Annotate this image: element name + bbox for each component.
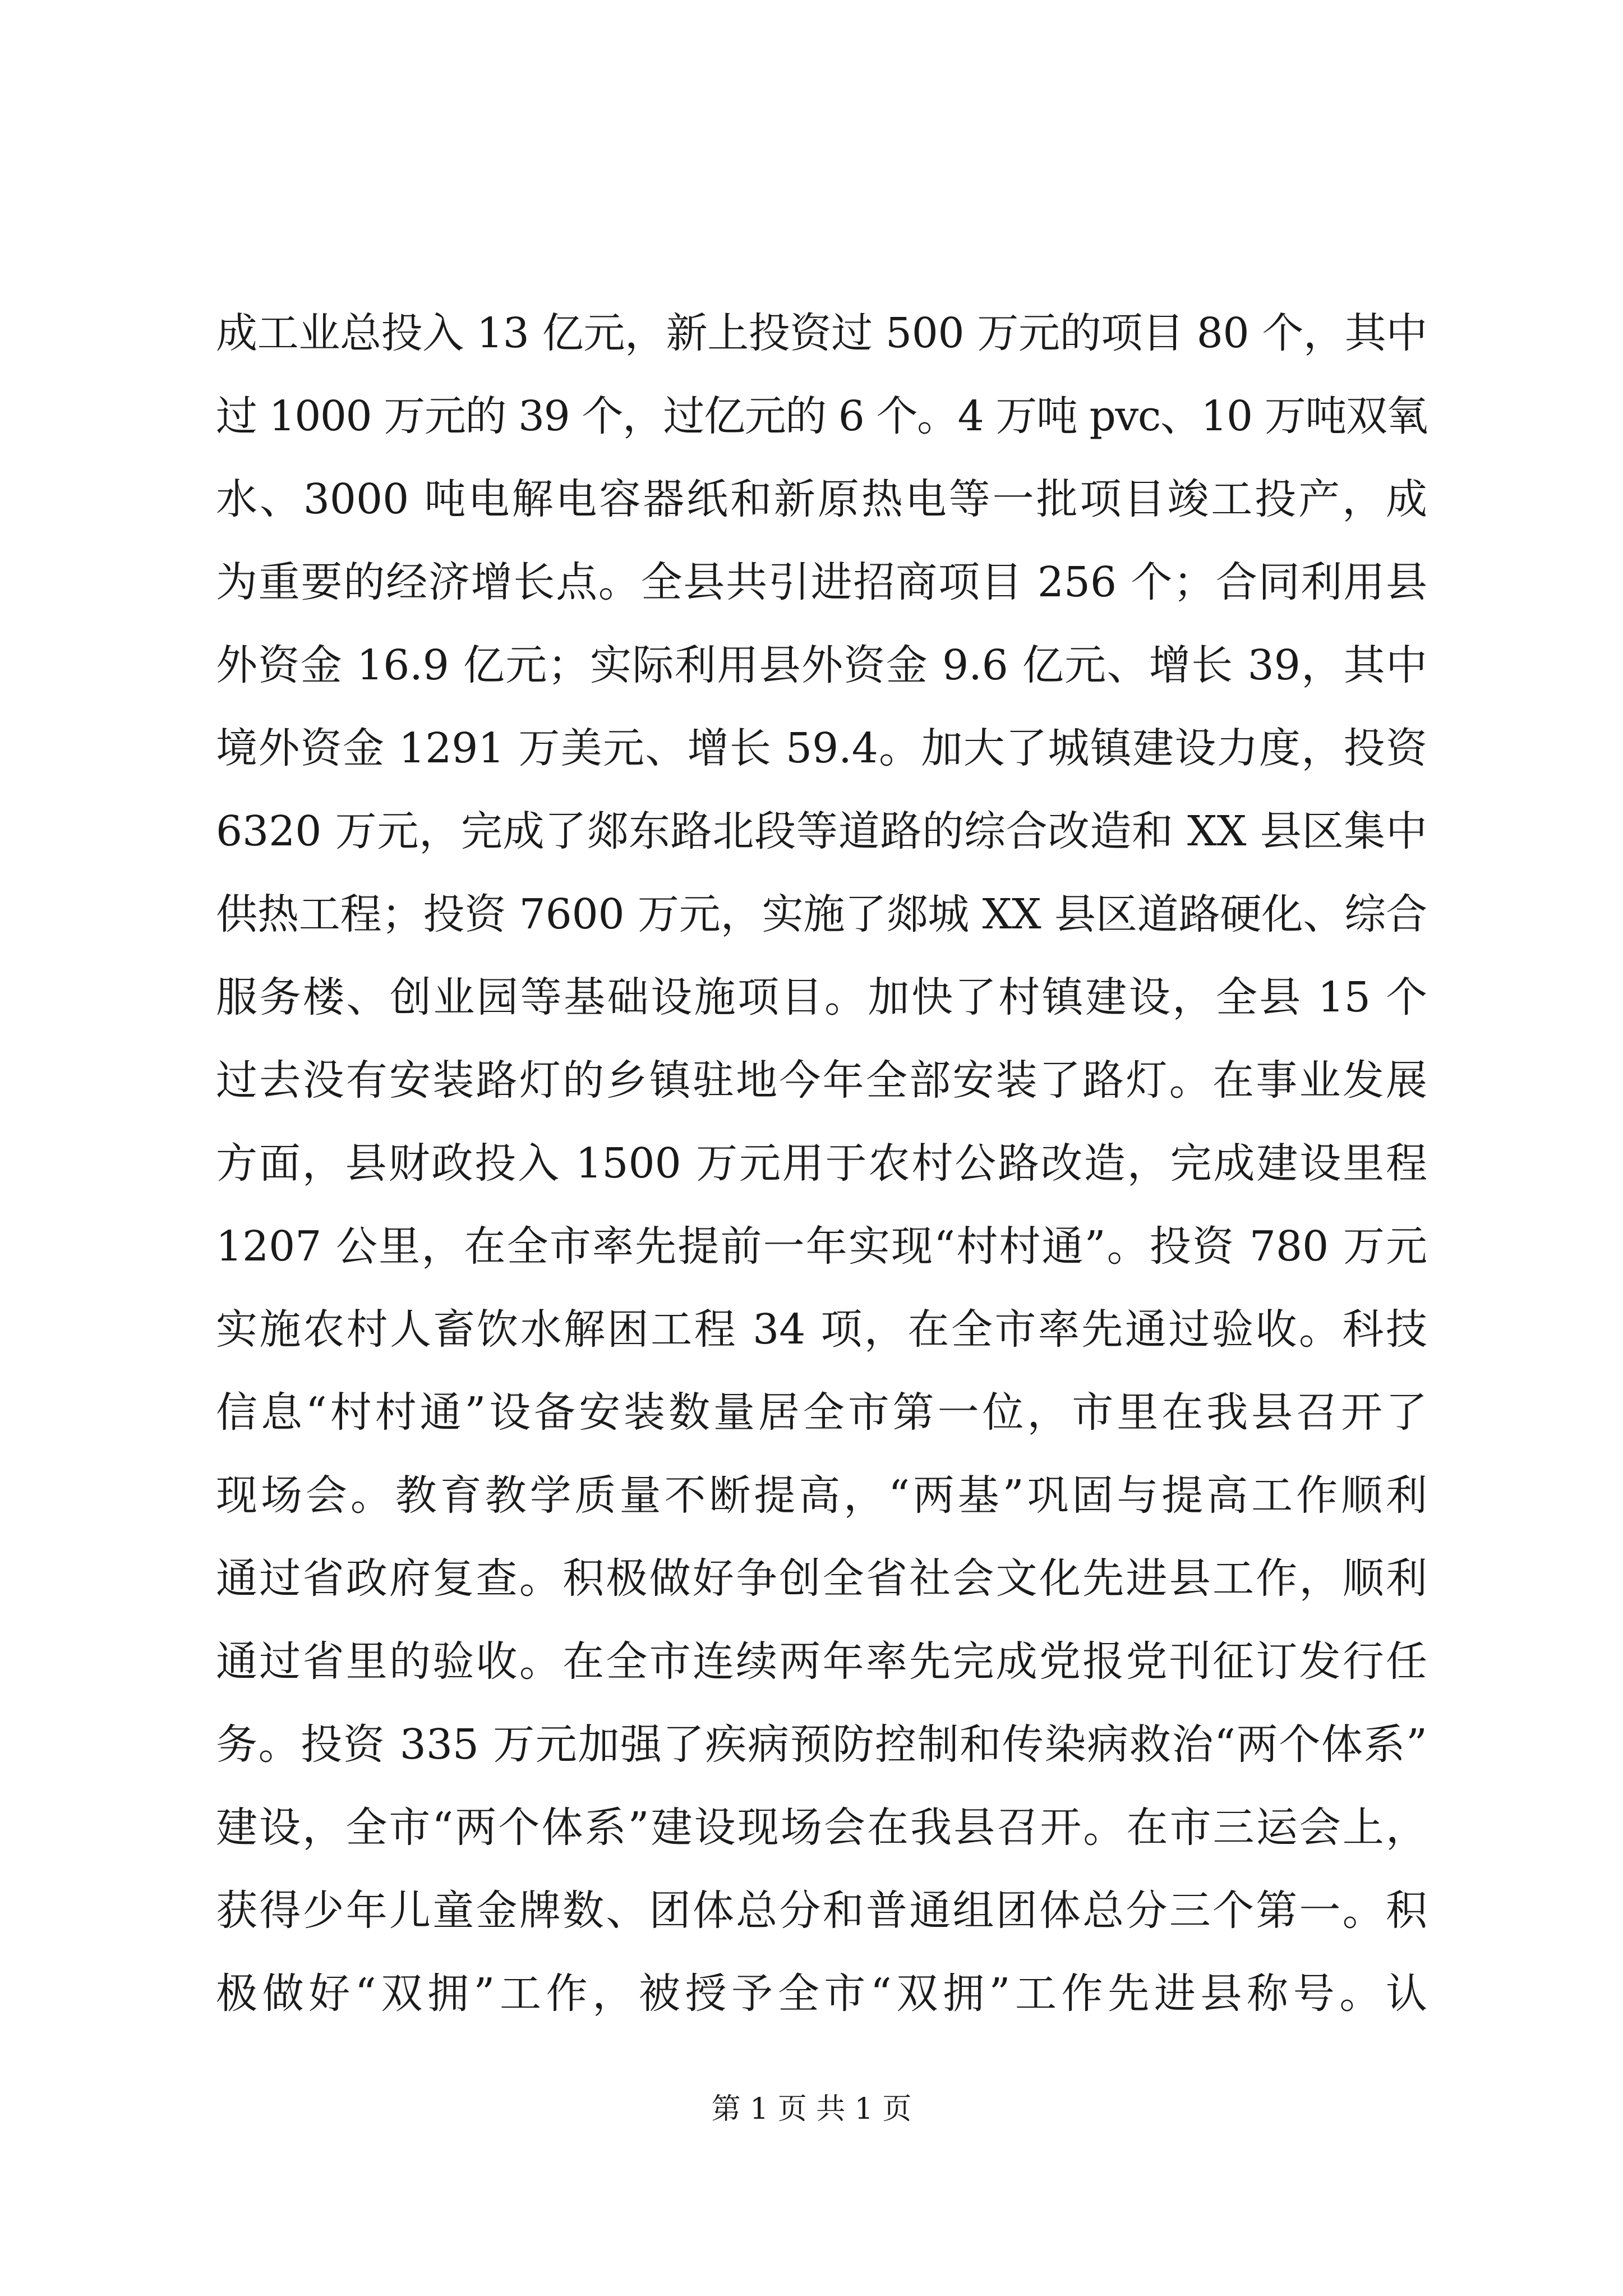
text-line: 过去没有安装路灯的乡镇驻地今年全部安装了路灯。在事业发展 — [216, 1056, 1427, 1105]
text-line: 务。投资 335 万元加强了疾病预防控制和传染病救治“两个体系” — [216, 1720, 1427, 1769]
text-line: 实施农村人畜饮水解困工程 34 项，在全市率先通过验收。科技 — [216, 1305, 1427, 1354]
text-line: 方面，县财政投入 1500 万元用于农村公路改造，完成建设里程 — [216, 1139, 1427, 1188]
text-line: 为重要的经济增长点。全县共引进招商项目 256 个；合同利用县 — [216, 558, 1427, 606]
text-line: 6320 万元，完成了郯东路北段等道路的综合改造和 XX 县区集中 — [216, 807, 1427, 855]
page-number-label: 第 1 页 共 1 页 — [711, 2092, 912, 2126]
text-line: 过 1000 万元的 39 个，过亿元的 6 个。4 万吨 pvc、10 万吨双氧 — [216, 392, 1427, 440]
page-footer — [0, 2087, 1623, 2132]
text-line: 供热工程；投资 7600 万元，实施了郯城 XX 县区道路硬化、综合 — [216, 890, 1427, 938]
text-line: 极做好“双拥”工作，被授予全市“双拥”工作先进县称号。认 — [216, 1970, 1427, 2018]
text-line: 水、3000 吨电解电容器纸和新原热电等一批项目竣工投产，成 — [216, 475, 1427, 523]
text-line: 获得少年儿童金牌数、团体总分和普通组团体总分三个第一。积 — [216, 1887, 1427, 1935]
text-line: 建设，全市“两个体系”建设现场会在我县召开。在市三运会上， — [216, 1803, 1427, 1852]
text-line: 通过省政府复查。积极做好争创全省社会文化先进县工作，顺利 — [216, 1554, 1427, 1603]
text-line: 成工业总投入 13 亿元，新上投资过 500 万元的项目 80 个，其中 — [216, 309, 1427, 357]
text-line: 信息“村村通”设备安装数量居全市第一位，市里在我县召开了 — [216, 1388, 1427, 1437]
text-line: 外资金 16.9 亿元；实际利用县外资金 9.6 亿元、增长 39，其中 — [216, 641, 1427, 689]
text-line: 服务楼、创业园等基础设施项目。加快了村镇建设，全县 15 个 — [216, 973, 1427, 1022]
text-line: 现场会。教育教学质量不断提高，“两基”巩固与提高工作顺利 — [216, 1471, 1427, 1520]
body-text — [216, 292, 1427, 2035]
text-line: 境外资金 1291 万美元、增长 59.4。加大了城镇建设力度，投资 — [216, 724, 1427, 772]
text-line: 1207 公里，在全市率先提前一年实现“村村通”。投资 780 万元 — [216, 1222, 1427, 1271]
text-line: 通过省里的验收。在全市连续两年率先完成党报党刊征订发行任 — [216, 1637, 1427, 1686]
